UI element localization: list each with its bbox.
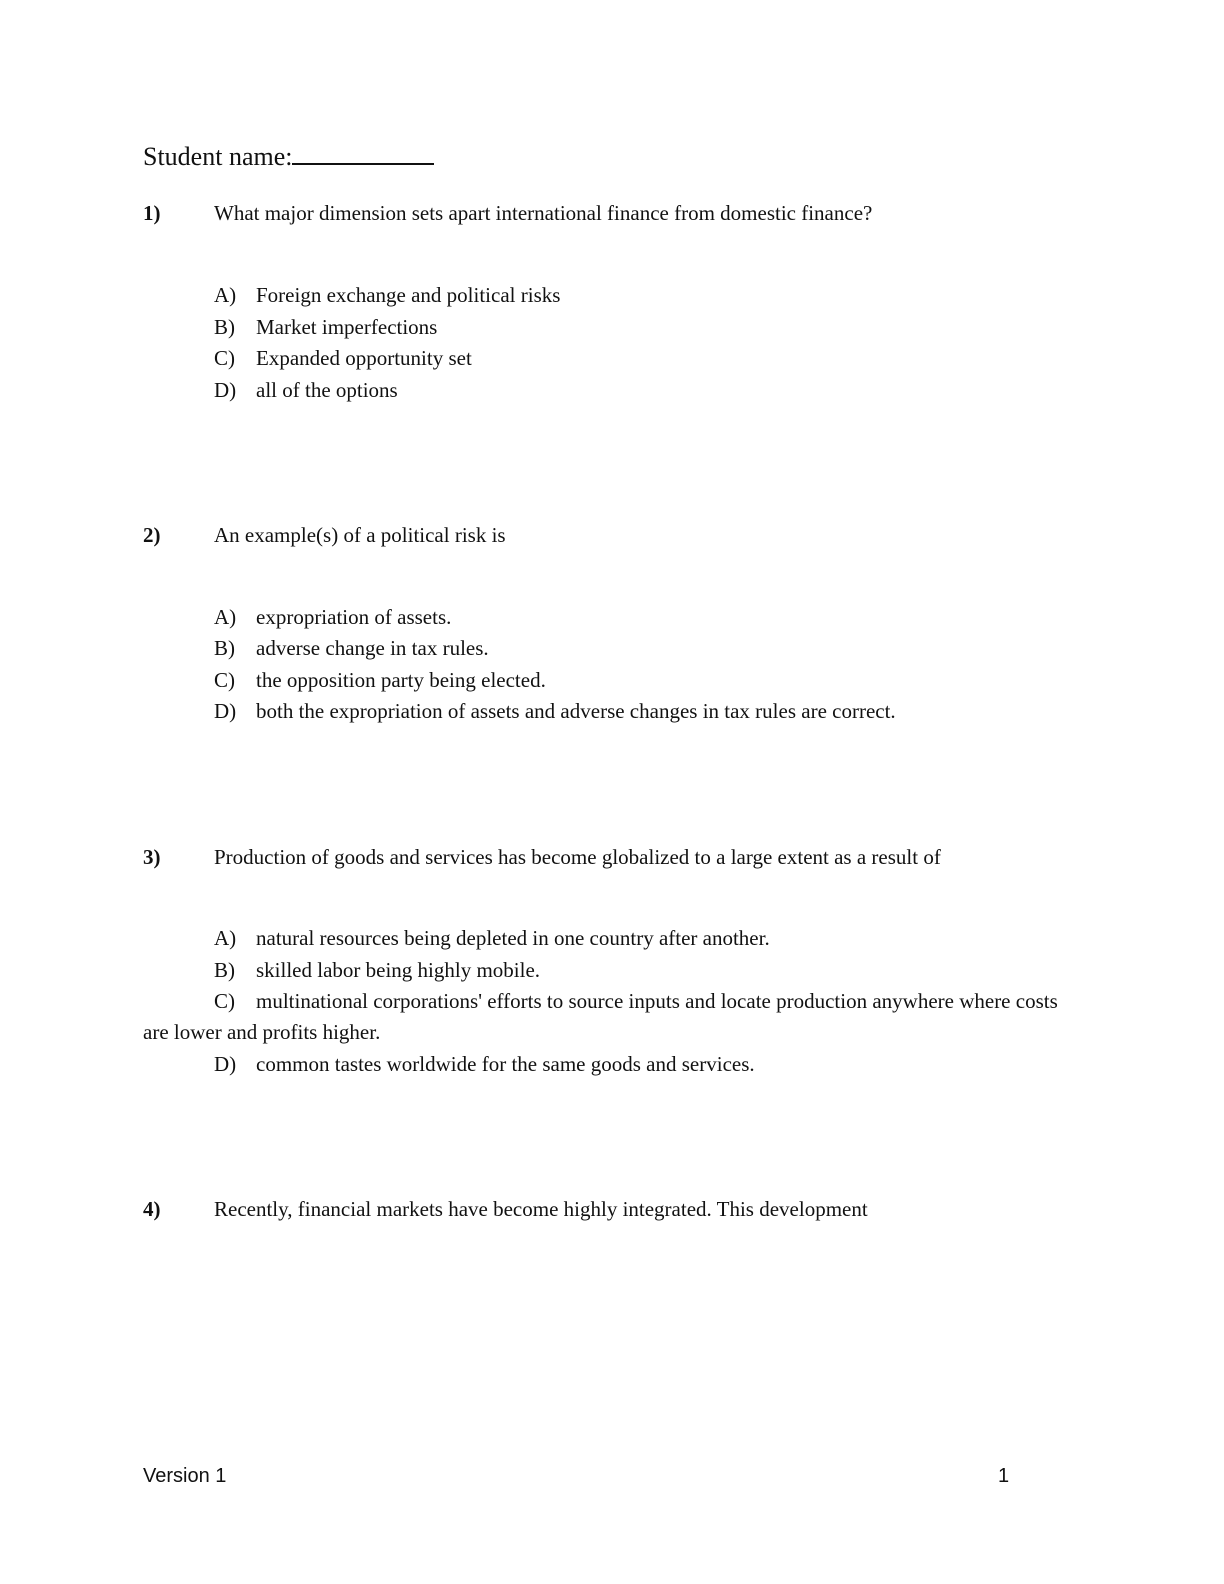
option-letter: B) xyxy=(214,315,235,339)
question-1-option-a xyxy=(214,283,560,308)
option-text: Market imperfections xyxy=(256,315,438,339)
question-1-option-c xyxy=(214,346,472,371)
question-2-option-b xyxy=(214,636,489,661)
question-2-option-a xyxy=(214,605,451,630)
student-name-label: Student name: xyxy=(143,142,293,171)
option-text: skilled labor being highly mobile. xyxy=(256,958,541,982)
student-name-blank xyxy=(292,143,434,165)
question-4-number: 4) xyxy=(143,1197,161,1221)
option-text: multinational corporations' efforts to source inputs and locate production anywhere where costs are lower and profits higher. xyxy=(143,989,1058,1044)
option-text: expropriation of assets. xyxy=(256,605,452,629)
option-letter: B) xyxy=(214,636,235,660)
option-letter: B) xyxy=(214,958,235,982)
option-letter: D) xyxy=(214,699,237,723)
option-letter: D) xyxy=(214,1052,237,1076)
question-2-text: An example(s) of a political risk is xyxy=(214,523,506,547)
option-letter: A) xyxy=(214,605,237,629)
option-letter: C) xyxy=(214,668,235,692)
option-letter: C) xyxy=(214,346,235,370)
option-text: common tastes worldwide for the same goods and services. xyxy=(256,1052,755,1076)
question-3-option-b xyxy=(214,958,540,983)
question-3-option-c xyxy=(143,986,1063,1048)
option-text: adverse change in tax rules. xyxy=(256,636,489,660)
option-letter: D) xyxy=(214,378,237,402)
student-name-line xyxy=(143,142,434,172)
question-3-option-a xyxy=(214,926,770,951)
option-text: the opposition party being elected. xyxy=(256,668,546,692)
question-2-option-d xyxy=(214,699,896,724)
question-2-option-c xyxy=(214,668,546,693)
option-text: all of the options xyxy=(256,378,398,402)
question-1-option-d xyxy=(214,378,398,403)
question-3-number: 3) xyxy=(143,845,161,869)
option-text: natural resources being depleted in one country after another. xyxy=(256,926,770,950)
question-1-option-b xyxy=(214,315,437,340)
question-3-option-d xyxy=(214,1052,755,1077)
question-4-text: Recently, financial markets have become highly integrated. This development xyxy=(214,1197,868,1221)
option-letter: A) xyxy=(214,926,237,950)
question-1-number: 1) xyxy=(143,201,161,225)
question-1-text: What major dimension sets apart international finance from domestic finance? xyxy=(214,201,873,225)
version-label: Version 1 xyxy=(143,1465,227,1487)
option-text: both the expropriation of assets and adverse changes in tax rules are correct. xyxy=(256,699,896,723)
option-text: Foreign exchange and political risks xyxy=(256,283,561,307)
question-3-text: Production of goods and services has become globalized to a large extent as a result of xyxy=(214,845,941,869)
option-letter: C) xyxy=(214,989,235,1013)
option-text: Expanded opportunity set xyxy=(256,346,472,370)
option-letter: A) xyxy=(214,283,237,307)
page-number: 1 xyxy=(998,1465,1010,1487)
question-2-number: 2) xyxy=(143,523,161,547)
